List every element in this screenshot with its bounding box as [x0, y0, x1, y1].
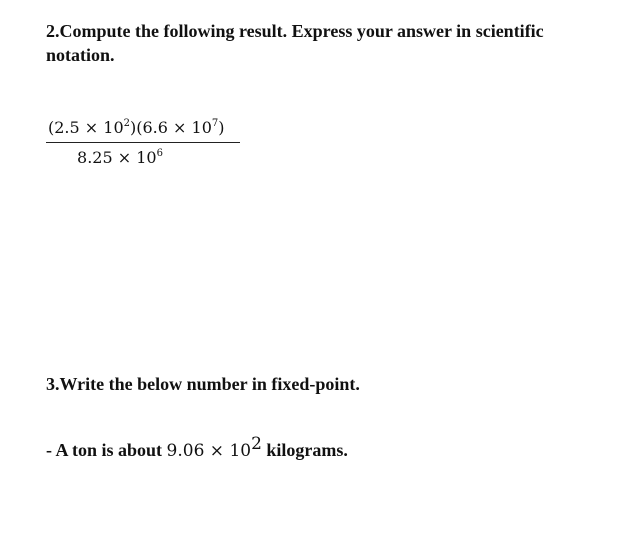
- fraction-bar: [46, 142, 240, 143]
- fraction-expression: [46, 115, 240, 171]
- ton-suffix: kilograms.: [261, 440, 348, 460]
- numerator-factor-1: (2.5 × 10: [48, 118, 124, 137]
- question-2-prompt: [46, 19, 606, 67]
- numerator-exponent-1: 2: [123, 118, 130, 129]
- question-2-line-1: 2.Compute the following result. Express your answer in scientific: [46, 21, 544, 41]
- numerator-exponent-2: 7: [211, 118, 219, 129]
- numerator-factor-2: (6.6 × 10: [136, 118, 212, 137]
- numerator-close-1: ): [130, 118, 137, 137]
- ton-value-base: 9.06 × 10: [166, 441, 252, 461]
- denominator-exponent: 6: [156, 148, 163, 159]
- fraction-denominator: [46, 145, 240, 171]
- ton-statement: [46, 434, 348, 463]
- question-3-prompt: 3.Write the below number in fixed-point.: [46, 374, 360, 394]
- fraction-numerator: [46, 115, 240, 141]
- numerator-close-2: ): [218, 118, 225, 137]
- denominator-base: 8.25 × 10: [77, 148, 157, 167]
- ton-value-exponent: 2: [251, 434, 262, 454]
- ton-prefix: - A ton is about: [46, 440, 167, 460]
- question-2-line-2: notation.: [46, 45, 115, 65]
